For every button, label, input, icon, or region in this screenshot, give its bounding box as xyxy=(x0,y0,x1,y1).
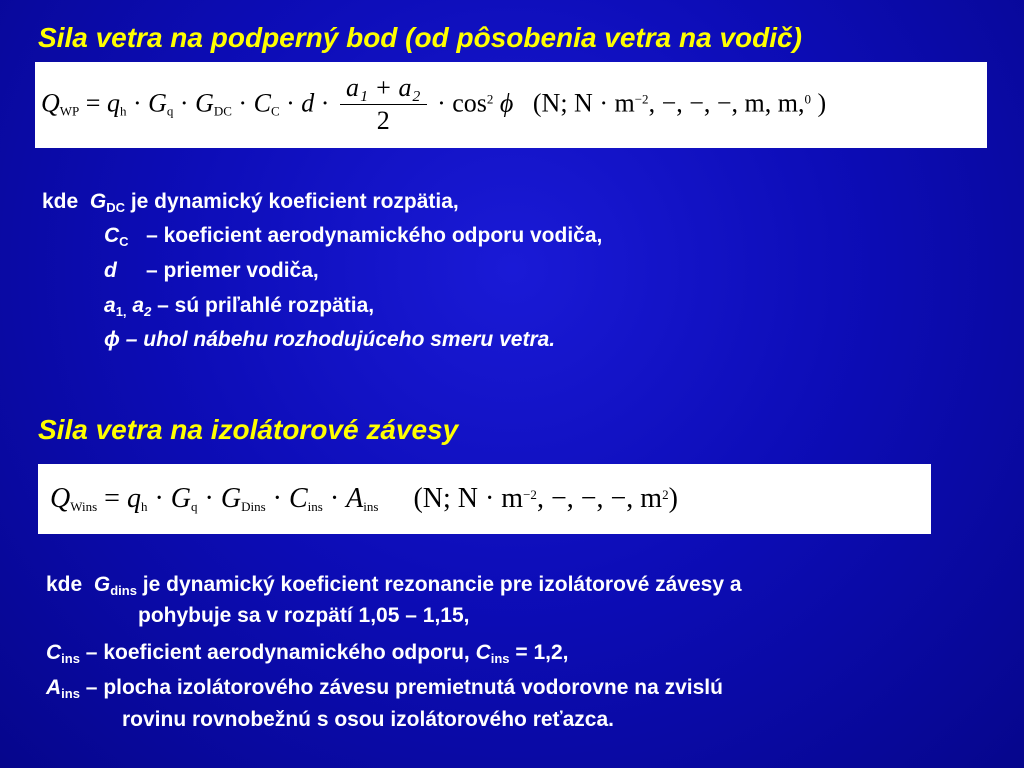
section1-title: Sila vetra na podperný bod (od pôsobenia vetra na vodič) xyxy=(38,22,802,53)
fraction: $\frac{\text{a₁ + a₂}}{2}$ xyxy=(340,74,427,137)
section2-title: Sila vetra na izolátorové závesy xyxy=(38,414,459,445)
definition-line: kde $G_{dins}$ je dynamický koeficient rezonancie pre izolátorové závesy a xyxy=(46,573,742,598)
definition-line: kde $G_{DC}$ je dynamický koeficient rozpätia, xyxy=(42,190,459,215)
formula-wind-on-insulator: $Q_{Wins} = q_h \cdot G_q \cdot G_{Dins} \cdot C_{ins} \cdot A_{ins}$ (N; $N \cdot m^{-2}$, −, −, −, $m^2$) xyxy=(38,464,931,534)
definition-line: $C_C$ – koeficient aerodynamického odporu vodiča, xyxy=(104,224,603,249)
definition-line: $A_{ins}$ – plocha izolátorového závesu premietnutá vodorovne na zvislú xyxy=(46,676,723,701)
definition-line-continued: rovinu rovnobežnú s osou izolátorového reťazca. xyxy=(122,708,614,731)
formula-wind-on-support: $Q_{WP} = q_h \cdot G_q \cdot G_{DC} \cdot C_C \cdot d$ · $\frac{\text{a₁ + a₂}}{2}$ · $\cos^2 \phi$ (N; $N \cdot m^{-2}$, −, −, −, m, m,$^0$ ) xyxy=(35,62,987,148)
definition-line: d – priemer vodiča, xyxy=(104,259,319,282)
definition-line-continued: pohybuje sa v rozpätí 1,05 – 1,15, xyxy=(138,604,470,627)
definition-line: $C_{ins}$ – koeficient aerodynamického odporu, $C_{ins} = 1,2$, xyxy=(46,641,569,666)
definition-line: $a_{1,}$ $a_2$ – sú priľahlé rozpätia, xyxy=(104,294,375,319)
definition-line: ϕ – uhol nábehu rozhodujúceho smeru vetra. xyxy=(104,328,556,351)
